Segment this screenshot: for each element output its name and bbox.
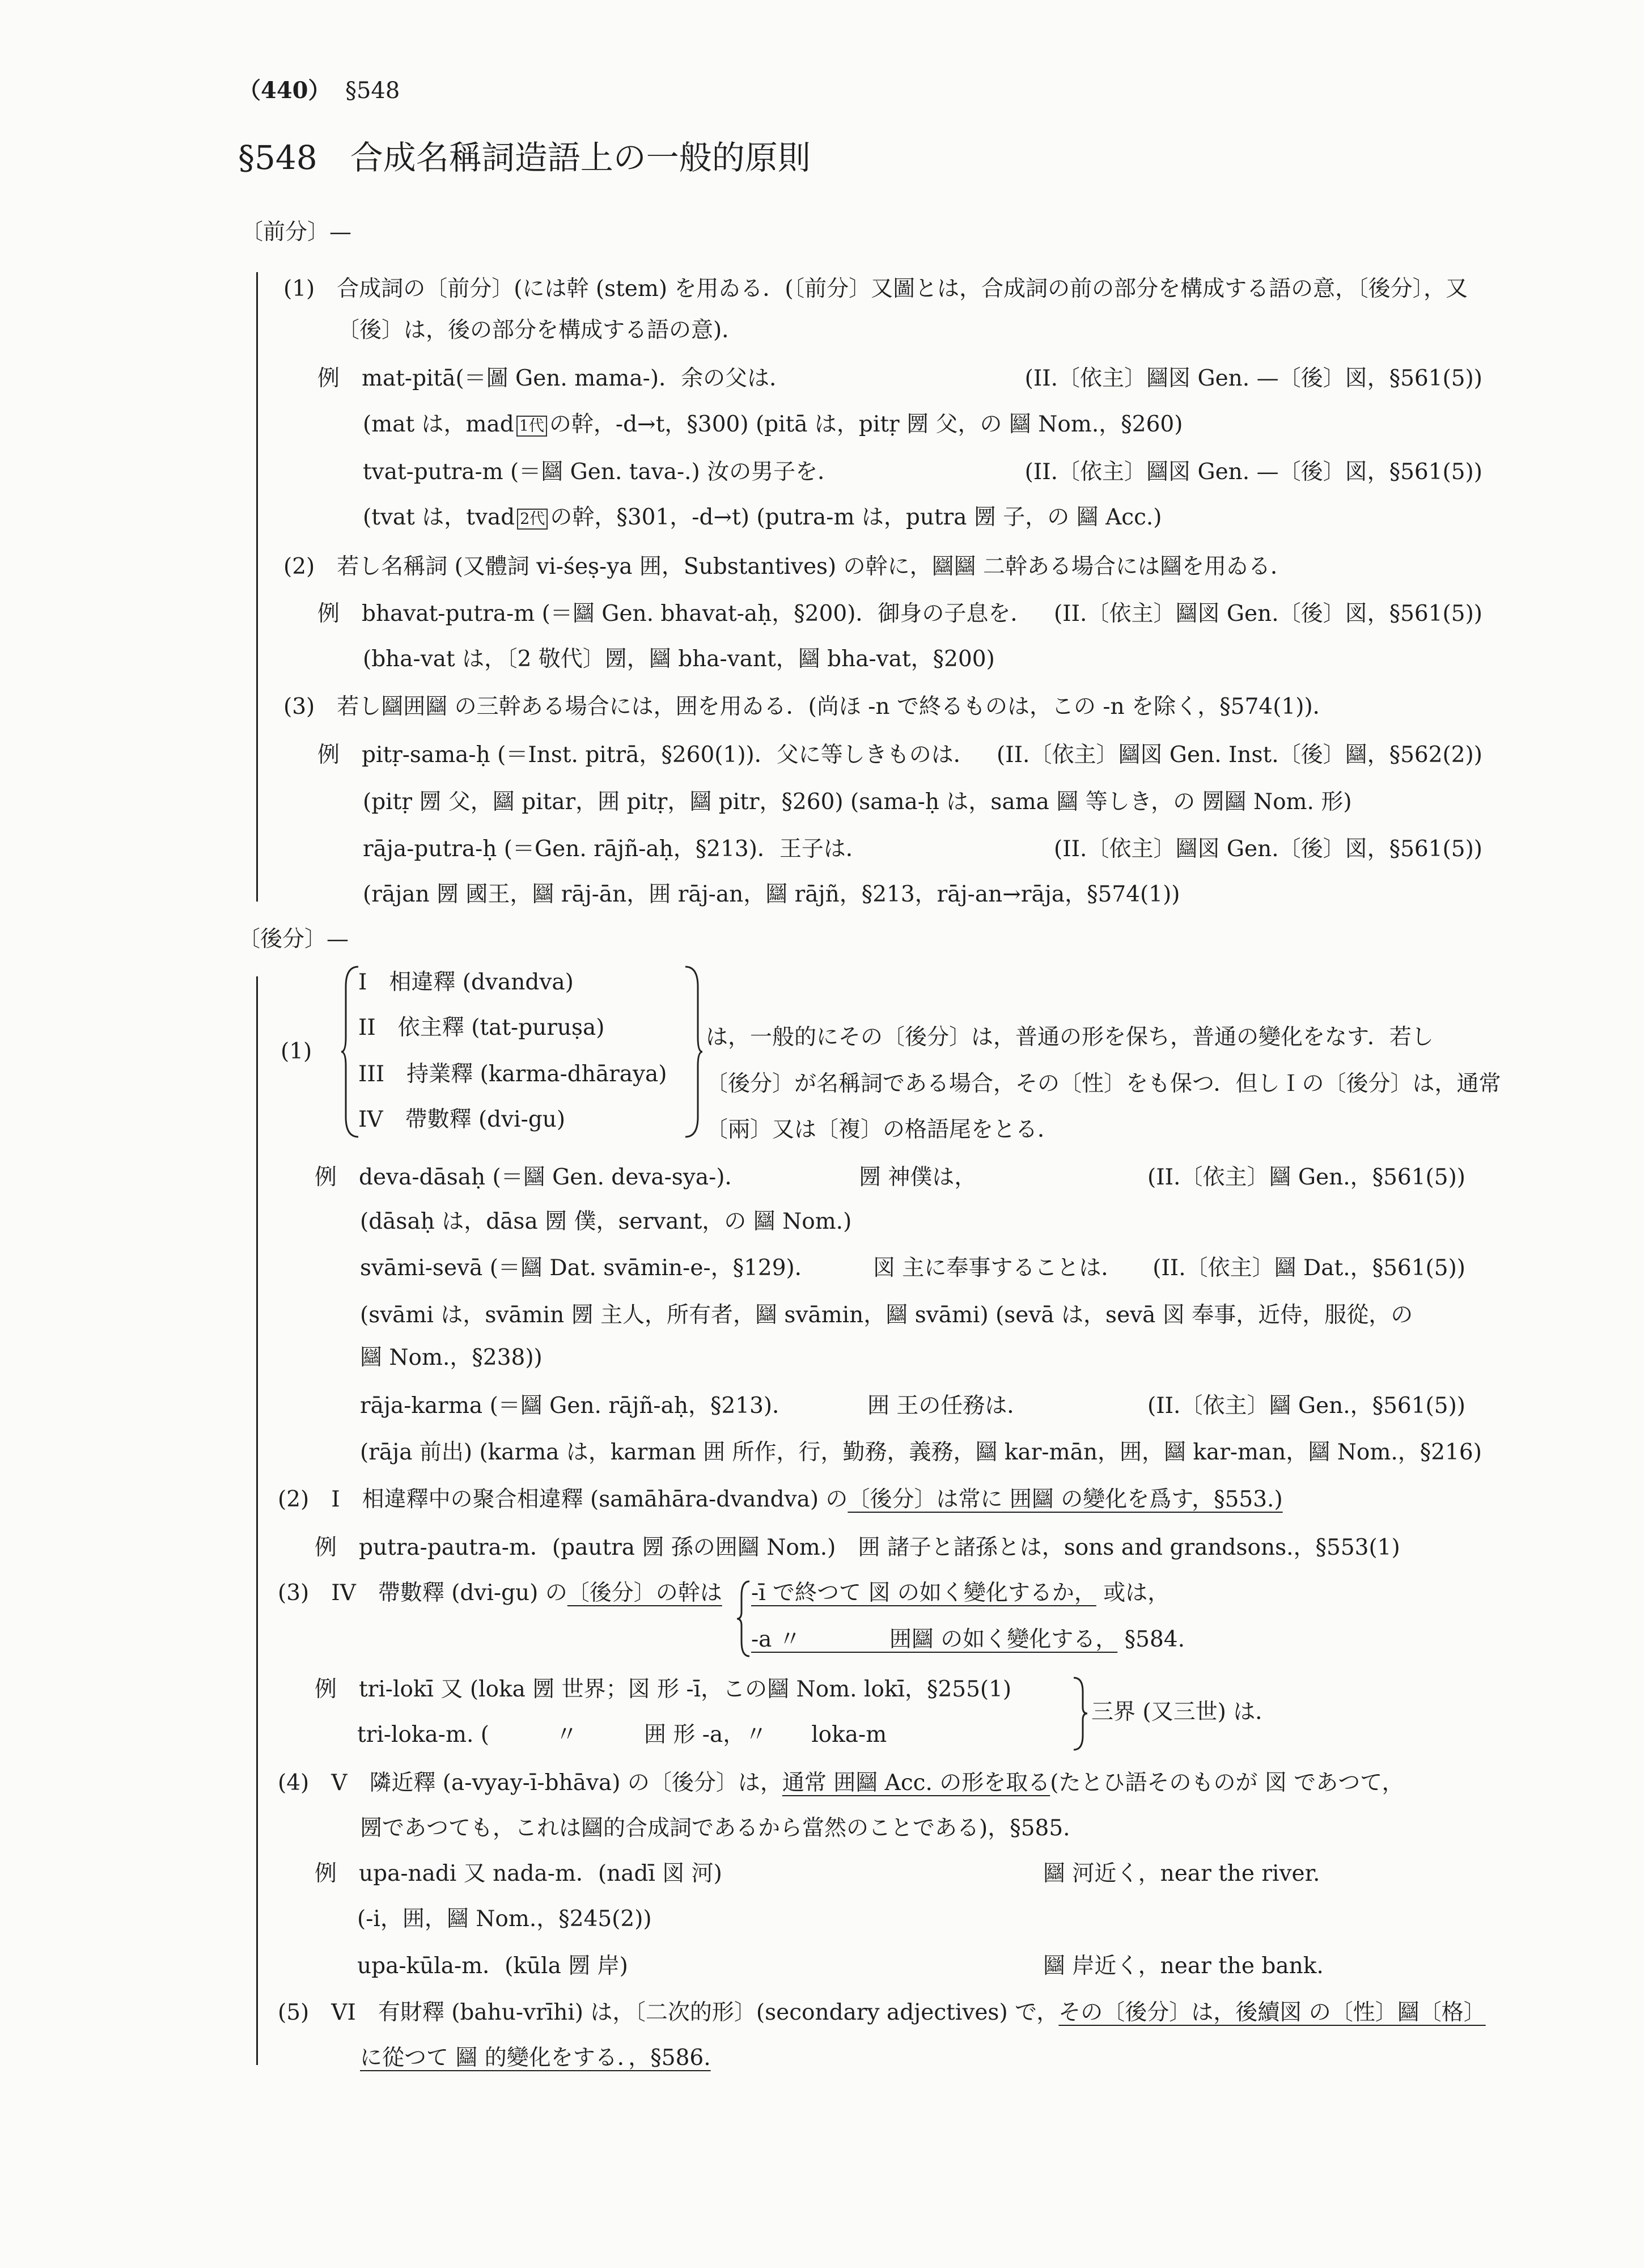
front-heading: 〔前分〕— xyxy=(241,219,352,245)
page-header xyxy=(238,77,400,105)
front-note-2: (tvat は，tvad 2代 の幹，§301，-d→t) (putra-m は，putra 圐 子，の 圝 Acc.) xyxy=(363,505,1162,530)
compound-type-1: I 相違釋 (dvandva) xyxy=(358,970,574,995)
example-5-gloss: 三界 (又三世) は． xyxy=(1091,1699,1278,1725)
back-example-7-gloss: 圝 岸近く，near the bank. xyxy=(1043,1953,1324,1979)
compound-type-2: II 依主釋 (tat-puruṣa) xyxy=(358,1015,605,1040)
back-rule-1-text-1: は，一般的にその〔後分〕は，普通の形を保ち，普通の變化をなす．若し xyxy=(706,1025,1434,1050)
example-5-brace-icon xyxy=(1071,1675,1088,1752)
back-rule-1-text-3: 〔兩〕又は〔複〕の格語尾をとる． xyxy=(706,1117,1060,1143)
section-ref: §548 xyxy=(345,78,400,104)
front-note-1: (mat は，mad 1代 の幹，-d→t，§300) (pitā は，pitṛ 圐 父，の 圝 Nom.，§260) xyxy=(363,412,1183,437)
front-ref-4: (II.〔依主〕圝図 Gen. Inst.〔後〕圝，§562(2)) xyxy=(997,742,1482,768)
front-note-5: (rājan 圐 國王，圝 rāj-ān，囲 rāj-an，圝 rājñ，§213，rāj-an→rāja，§574(1)) xyxy=(363,882,1180,907)
rule-3-option-2: -a 〃 囲圝 の如く變化する， §584. xyxy=(751,1627,1185,1652)
back-example-7: upa-kūla-m．(kūla 圐 岸) xyxy=(357,1953,628,1979)
back-bracket-line xyxy=(256,976,258,2065)
front-note-4: (pitṛ 圐 父，圝 pitar，囲 pitṛ，圝 pitr，§260) (sama-ḥ は，sama 圝 等しき，の 圐圝 Nom. 形) xyxy=(363,789,1352,815)
front-note-3: (bha-vat は，〔2 敬代〕圐，圝 bha-vant，圝 bha-vat，§200) xyxy=(363,646,995,672)
back-ref-3: (II.〔依主〕圝 Gen.，§561(5)) xyxy=(1147,1393,1465,1419)
compound-type-4: IV 帶數釋 (dvi-gu) xyxy=(358,1107,566,1132)
back-example-6: 例 upa-nadi 又 nada-m．(nadī 図 河) xyxy=(315,1861,722,1886)
back-example-3-gloss: 囲 王の任務は． xyxy=(867,1393,1029,1419)
back-example-2-gloss: 図 主に奉事することは． xyxy=(873,1255,1124,1281)
back-example-3: rāja-karma (＝圝 Gen. rājñ-aḥ，§213)． xyxy=(360,1393,795,1419)
back-note-6: (-i，囲，圝 Nom.，§245(2)) xyxy=(357,1906,652,1932)
back-example-6-gloss: 圝 河近く，near the river. xyxy=(1043,1861,1320,1886)
front-line-rule-2: (2) 若し名稱詞 (又體詞 vi-śeṣ-ya 囲，Substantives) の幹に，圝圝 二幹ある場合には圝を用ゐる． xyxy=(283,554,1293,579)
back-rule-4b: 圐であつても，これは圝的合成詞であるから當然のことである)，§585. xyxy=(360,1816,1070,1841)
compound-type-3: III 持業釋 (karma-dhāraya) xyxy=(358,1061,667,1087)
boxed-label-1: 1代 xyxy=(516,416,547,437)
front-ref-2: (II.〔依主〕圝図 Gen. —〔後〕図，§561(5)) xyxy=(1024,459,1482,485)
page-title: §548 合成名稱詞造語上の一般的原則 xyxy=(238,138,811,177)
back-ref-2: (II.〔依主〕圝 Dat.，§561(5)) xyxy=(1153,1255,1465,1281)
back-note-2b: 圝 Nom.，§238)) xyxy=(360,1345,543,1370)
front-example-3: 例 bhavat-putra-m (＝圝 Gen. bhavat-aḥ，§200)．御身の子息を． xyxy=(317,601,1033,627)
back-example-1: 例 deva-dāsaḥ (＝圝 Gen. deva-sya-)． xyxy=(315,1165,747,1190)
front-line-2: 〔後〕は，後の部分を構成する語の意)． xyxy=(337,318,744,343)
back-ref-1: (II.〔依主〕圝 Gen.，§561(5)) xyxy=(1147,1165,1465,1190)
back-rule-5: (5) VI 有財釋 (bahu-vrīhi) は，〔二次的形〕(secondary adjectives) で，その〔後分〕は，後續図 の〔性〕圝〔格〕 xyxy=(278,2000,1486,2025)
back-example-4: 例 putra-pautra-m．(pautra 圐 孫の囲圝 Nom.) 囲 諸子と諸孫とは，sons and grandsons.，§553(1) xyxy=(315,1535,1400,1560)
back-rule-4: (4) V 隣近釋 (a-vyay-ī-bhāva) の〔後分〕は，通常 囲圝 Acc. の形を取る(たとひ語そのものが 図 であつて， xyxy=(278,1770,1404,1796)
front-example-5: rāja-putra-ḥ (＝Gen. rājñ-aḥ，§213)．王子は． xyxy=(363,836,868,862)
back-example-2: svāmi-sevā (＝圝 Dat. svāmin-e-，§129)． xyxy=(360,1255,817,1281)
back-note-1: (dāsaḥ は，dāsa 圐 僕，servant，の 圝 Nom.) xyxy=(360,1209,852,1234)
back-rule-1-number: (1) xyxy=(281,1039,312,1064)
boxed-label-2: 2代 xyxy=(517,509,548,530)
front-example-2: tvat-putra-m (＝圝 Gen. tava-.) 汝の男子を． xyxy=(363,459,840,485)
front-line-rule-3: (3) 若し圝囲圝 の三幹ある場合には，囲を用ゐる．(尚ほ -n で終るものは，この -n を除く，§574(1))． xyxy=(283,694,1335,720)
back-rule-2: (2) I 相違釋中の聚合相違釋 (samāhāra-dvandva) の〔後分〕は常に 囲圝 の變化を爲す，§553.) xyxy=(278,1487,1283,1512)
page-number: （440） xyxy=(238,77,331,104)
back-example-5: 例 tri-lokī 又 (loka 圐 世界；図 形 -ī，この圝 Nom. lokī，§255(1) xyxy=(315,1677,1012,1702)
back-rule-1-text-2: 〔後分〕が名稱詞である場合，その〔性〕をも保つ．但しＩの〔後分〕は，通常 xyxy=(706,1071,1501,1097)
rule-3-brace-icon xyxy=(737,1579,752,1658)
front-bracket-line xyxy=(256,272,258,902)
back-heading: 〔後分〕— xyxy=(238,926,349,952)
back-example-5b: tri-loka-m. ( 〃 囲 形 -a，〃 loka-m xyxy=(357,1722,887,1747)
front-example-4: 例 pitṛ-sama-ḥ (＝Inst. pitrā，§260(1))．父に等しきものは． xyxy=(317,742,976,768)
back-rule-5b: に從つて 圝 的變化をする．，§586. xyxy=(360,2045,711,2071)
back-example-1-gloss: 圐 神僕は， xyxy=(859,1165,977,1190)
back-note-3: (rāja 前出) (karma は，karman 囲 所作，行，勤務，義務，圝 kar-mān，囲，圝 kar-man，圝 Nom.，§216) xyxy=(360,1440,1482,1465)
back-note-2: (svāmi は，svāmin 圐 主人，所有者，圝 svāmin，圝 svāmi) (sevā は，sevā 図 奉事，近侍，服從，の xyxy=(360,1302,1413,1328)
right-brace-icon xyxy=(683,964,704,1140)
front-ref-3: (II.〔依主〕圝図 Gen.〔後〕図，§561(5)) xyxy=(1054,601,1482,627)
underlined-rule-2: 〔後分〕は常に 囲圝 の變化を爲す，§553.) xyxy=(848,1487,1283,1512)
rule-3-option-1: -ī で終つて 図 の如く變化するか， 或は， xyxy=(751,1580,1170,1606)
front-ref-5: (II.〔依主〕圝図 Gen.〔後〕図，§561(5)) xyxy=(1054,836,1482,862)
front-example-1: 例 mat-pitā(＝圖 Gen. mama-)．余の父は． xyxy=(317,366,792,391)
front-ref-1: (II.〔依主〕圝図 Gen. —〔後〕図，§561(5)) xyxy=(1024,366,1482,391)
back-rule-3: (3) IV 帶數釋 (dvi-gu) の〔後分〕の幹は xyxy=(278,1580,722,1606)
front-line-1: (1) 合成詞の〔前分〕(には幹 (stem) を用ゐる．(〔前分〕又圖とは，合成詞の前の部分を構成する語の意，〔後分〕，又 xyxy=(283,276,1468,302)
